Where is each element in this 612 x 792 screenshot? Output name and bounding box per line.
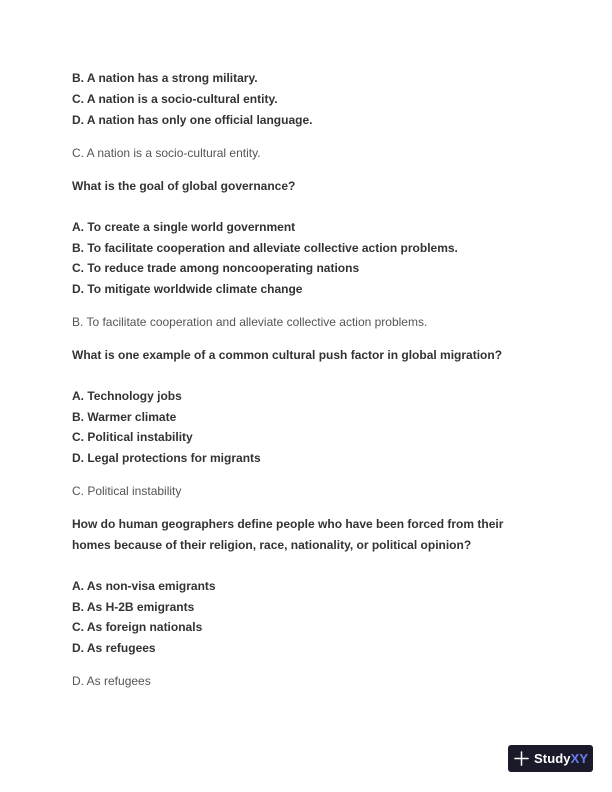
option-a-technology-jobs: A. Technology jobs	[72, 389, 182, 403]
option-d-one-language: D. A nation has only one official language.	[72, 113, 313, 127]
option-b-strong-military: B. A nation has a strong military.	[72, 71, 258, 85]
answer-1: C. A nation is a socio-cultural entity.	[72, 146, 261, 160]
answer-3: C. Political instability	[72, 484, 182, 498]
option-d-climate-change: D. To mitigate worldwide climate change	[72, 282, 303, 296]
question-refugees-line-1: How do human geographers define people who have been forced from their	[72, 517, 504, 531]
option-d-refugees: D. As refugees	[72, 641, 156, 655]
option-c-political-instability: C. Political instability	[72, 430, 193, 444]
answer-2: B. To facilitate cooperation and alleviate collective action problems.	[72, 315, 428, 329]
brand-name: StudyXY	[534, 751, 589, 766]
option-c-socio-cultural: C. A nation is a socio-cultural entity.	[72, 92, 278, 106]
question-refugees-line-2: homes because of their religion, race, nationality, or political opinion?	[72, 538, 472, 552]
question-global-governance: What is the goal of global governance?	[72, 179, 296, 193]
option-c-reduce-trade: C. To reduce trade among noncooperating nations	[72, 261, 360, 275]
question-push-factor: What is one example of a common cultural push factor in global migration?	[72, 348, 503, 362]
studyxy-logo-badge	[508, 745, 593, 772]
option-c-foreign-nationals: C. As foreign nationals	[72, 620, 203, 634]
option-a-single-government: A. To create a single world government	[72, 220, 296, 234]
option-b-h2b: B. As H-2B emigrants	[72, 600, 195, 614]
option-b-warmer-climate: B. Warmer climate	[72, 410, 177, 424]
option-a-non-visa: A. As non-visa emigrants	[72, 579, 216, 593]
option-d-legal-protections: D. Legal protections for migrants	[72, 451, 261, 465]
option-b-facilitate-cooperation: B. To facilitate cooperation and alleviate collective action problems.	[72, 241, 458, 255]
plus-cross-icon	[514, 751, 534, 766]
answer-4: D. As refugees	[72, 674, 151, 688]
